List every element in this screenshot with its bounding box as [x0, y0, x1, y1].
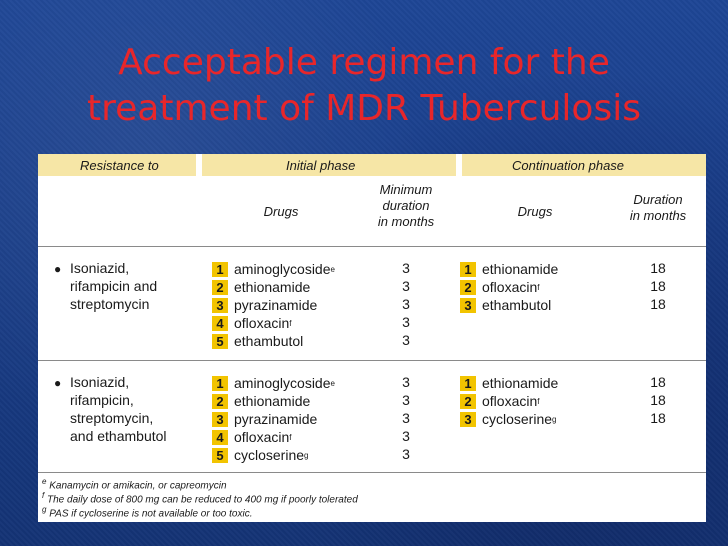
divider: [38, 472, 706, 473]
drug-name: ofloxacin: [482, 393, 538, 409]
row-2-resistance: [70, 373, 167, 445]
drug-number: 4: [212, 430, 228, 445]
initial-months: 3: [402, 374, 410, 390]
drug-name: pyrazinamide: [234, 411, 318, 427]
drug-name: ethionamide: [482, 375, 559, 391]
initial-months: 3: [402, 296, 410, 312]
header-continuation-phase: Continuation phase: [512, 158, 625, 173]
subheader-duration: [618, 192, 698, 224]
bullet-icon: ●: [54, 262, 62, 276]
resistance-line: streptomycin: [70, 296, 150, 312]
resistance-line: Isoniazid,: [70, 374, 130, 390]
drug-number: 2: [460, 280, 476, 295]
divider: [38, 360, 706, 361]
drug-number: 5: [212, 448, 228, 463]
title-line-2: treatment of MDR Tuberculosis: [87, 88, 641, 129]
initial-months: 3: [402, 314, 410, 330]
footnote-text: The daily dose of 800 mg can be reduced to 400 mg if poorly tolerated: [47, 494, 358, 506]
footnote-mark: f: [289, 432, 292, 442]
initial-months: 3: [402, 392, 410, 408]
subheader-drugs-continuation: Drugs: [517, 204, 553, 219]
drug-name: ofloxacin: [482, 279, 538, 295]
continuation-months: 18: [650, 278, 666, 294]
min-duration-line-2: duration: [382, 198, 430, 213]
drug-number: 3: [212, 298, 228, 313]
resistance-line: Isoniazid,: [70, 260, 130, 276]
drug-number: 3: [460, 298, 476, 313]
drug-row: [212, 392, 310, 410]
drug-number: 3: [460, 412, 476, 427]
drug-number: 1: [460, 262, 476, 277]
footnote-mark: e: [330, 378, 335, 388]
initial-months: 3: [402, 410, 410, 426]
drug-row: [212, 314, 292, 332]
drug-row: [460, 278, 540, 296]
drug-name: ofloxacin: [234, 429, 290, 445]
drug-name: pyrazinamide: [234, 297, 318, 313]
drug-row: [212, 446, 308, 464]
footnote-mark: f: [42, 491, 45, 500]
drug-row: [212, 278, 310, 296]
drug-number: 1: [212, 376, 228, 391]
drug-row: [460, 296, 551, 314]
initial-months: 3: [402, 278, 410, 294]
drug-name: aminoglycoside: [234, 375, 331, 391]
min-duration-line-3: in months: [377, 214, 435, 229]
footnote-mark: f: [537, 396, 540, 406]
drug-name: ethionamide: [234, 279, 311, 295]
footnote-mark: g: [304, 450, 309, 460]
regimen-table: [38, 154, 706, 522]
drug-number: 1: [212, 262, 228, 277]
drug-row: [460, 374, 558, 392]
continuation-months: 18: [650, 392, 666, 408]
drug-number: 2: [460, 394, 476, 409]
initial-months: 3: [402, 260, 410, 276]
footnote-mark: f: [289, 318, 292, 328]
footnote-text: PAS if cycloserine is not available or too toxic.: [49, 508, 253, 520]
drug-name: ethionamide: [234, 393, 311, 409]
drug-name: ethambutol: [234, 333, 304, 349]
continuation-months: 18: [650, 374, 666, 390]
continuation-months: 18: [650, 410, 666, 426]
footnote-mark: f: [537, 282, 540, 292]
resistance-line: streptomycin,: [70, 410, 154, 426]
slide-title: [0, 40, 728, 132]
drug-number: 5: [212, 334, 228, 349]
header-resistance: Resistance to: [80, 158, 159, 173]
footnote-mark: e: [42, 477, 47, 486]
footnote-mark: e: [330, 264, 335, 274]
drug-number: 3: [212, 412, 228, 427]
drug-name: ofloxacin: [234, 315, 290, 331]
resistance-line: rifampicin and: [70, 278, 158, 294]
header-gap: [456, 154, 462, 176]
bullet-icon: ●: [54, 376, 62, 390]
drug-row: [460, 260, 558, 278]
footnote-text: Kanamycin or amikacin, or capreomycin: [49, 480, 227, 492]
row-1-resistance: [70, 259, 157, 313]
initial-months: 3: [402, 332, 410, 348]
drug-row: [212, 428, 292, 446]
footnote-g: [42, 504, 252, 520]
drug-row: [212, 260, 335, 278]
duration-line-2: in months: [629, 208, 687, 223]
divider: [38, 246, 706, 247]
drug-row: [212, 410, 317, 428]
drug-number: 4: [212, 316, 228, 331]
initial-months: 3: [402, 428, 410, 444]
drug-row: [212, 296, 317, 314]
header-gap: [196, 154, 202, 176]
initial-months: 3: [402, 446, 410, 462]
drug-name: ethionamide: [482, 261, 559, 277]
drug-name: aminoglycoside: [234, 261, 331, 277]
resistance-line: and ethambutol: [70, 428, 167, 444]
drug-number: 2: [212, 394, 228, 409]
drug-row: [460, 410, 556, 428]
drug-row: [460, 392, 540, 410]
min-duration-line-1: Minimum: [379, 182, 433, 197]
drug-name: cycloserine: [234, 447, 305, 463]
drug-row: [212, 374, 335, 392]
drug-number: 2: [212, 280, 228, 295]
drug-name: ethambutol: [482, 297, 552, 313]
header-initial-phase: Initial phase: [286, 158, 356, 173]
subheader-min-duration: [366, 182, 446, 230]
resistance-line: rifampicin,: [70, 392, 134, 408]
continuation-months: 18: [650, 296, 666, 312]
drug-name: cycloserine: [482, 411, 553, 427]
continuation-months: 18: [650, 260, 666, 276]
drug-row: [212, 332, 303, 350]
footnote-mark: g: [42, 505, 47, 514]
footnote-mark: g: [552, 414, 557, 424]
drug-number: 1: [460, 376, 476, 391]
duration-line-1: Duration: [633, 192, 683, 207]
title-line-1: Acceptable regimen for the: [118, 42, 610, 83]
subheader-drugs-initial: Drugs: [263, 204, 299, 219]
